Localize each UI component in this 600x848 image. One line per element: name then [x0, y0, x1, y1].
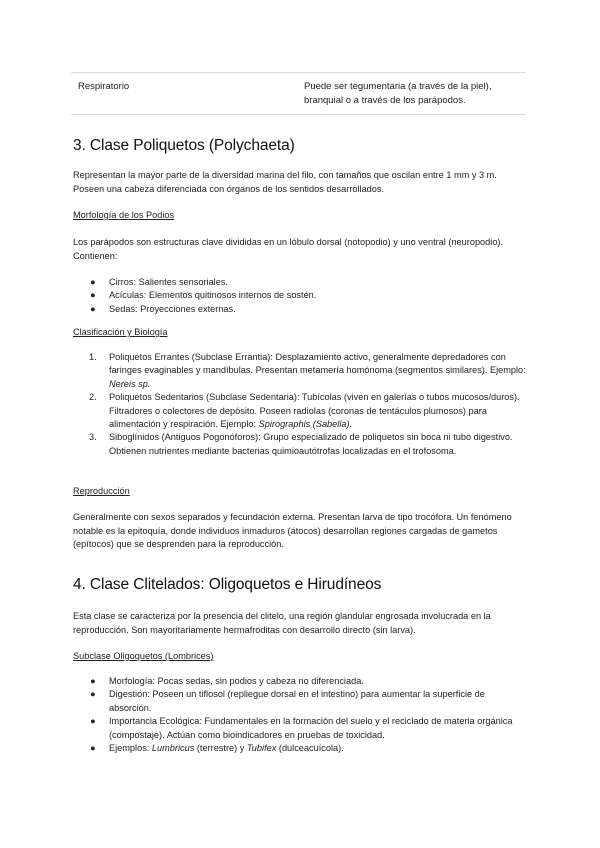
table-row [71, 72, 526, 115]
section-3-title: 3. Clase Poliquetos (Polychaeta) [73, 137, 295, 154]
reproduccion-text: Generalmente con sexos separados y fecundación externa. Presentan larva de tipo trocófora. Un fenómeno notable es la epitoquía, donde individuos inmaduros (átocos) desarrollan regiones cargadas de gametos (epítocos) que se desprenden para la reproducción. [73, 512, 512, 550]
morfologia-text: Los parápodos son estructuras clave divididas en un lóbulo dorsal (notopodio) y uno ventral (neuropodio). Contienen: [73, 237, 504, 261]
list-item: ● Digestión: Poseen un tiflosol (repliegue dorsal en el intestino) para aumentar la superficie de absorción. [90, 689, 485, 713]
section-4-intro: Esta clase se caracteriza por la presencia del clitelo, una región glandular engrosada involucrada en la reproducción. Son mayoritariamente hermafroditas con desarrollo directo (sin larva). [73, 611, 491, 635]
table-cell-description: Puede ser tegumentaria (a través de la piel), branquial o a través de los parápodos. [304, 81, 492, 106]
section-3-intro: Representan la mayor parte de la diversidad marina del filo, con tamaños que oscilan entre 1 mm y 3 m. Poseen una cabeza diferenciada con órganos de los sentidos desarrollados. [73, 170, 497, 194]
list-item: 2. Poliquetos Sedentarios (Subclase Sedentaria): Tubícolas (viven en galerías o tubos mucosos/duros). Filtradores o colectores de depósito. Poseen radiolas (coronas de tentáculos plumosos) para alimentación y respiración. Ejemplo: Spirographis (Sabella). [89, 392, 520, 430]
subheading-oligoquetos: Subclase Oligoquetos (Lombrices) [73, 651, 214, 661]
list-item: 1. Poliquetos Errantes (Subclase Errantia): Desplazamiento activo, generalmente depredadores con faringes evaginables y mandíbulas. Presentan metamería homónoma (segmentos similares). Ejemplo: Nereis sp. [89, 352, 526, 389]
subheading-reproduccion: Reproducción [73, 486, 130, 496]
list-item: ● Cirros: Salientes sensoriales. [90, 277, 228, 287]
subheading-clasificacion: Clasificación y Biología [73, 327, 168, 337]
list-item: ● Morfología: Pocas sedas, sin podios y cabeza no diferenciada. [90, 676, 364, 686]
table-cell-system: Respiratorio [78, 81, 130, 92]
oligoquetos-list [73, 675, 528, 755]
list-item: ● Sedas: Proyecciones externas. [90, 303, 236, 314]
list-item: ● Acículas: Elementos quitinosos internos de sostén. [90, 290, 317, 301]
list-item: 3. Siboglínidos (Antiguos Pogonóforos): Grupo especializado de poliquetos sin boca ni tubo digestivo. Obtienen nutrientes mediante bacterias quimioautótrofas localizadas en el trofosoma. [89, 432, 513, 456]
list-item: ● Ejemplos: Lumbricus (terrestre) y Tubifex (dulceacuícola). [90, 743, 344, 754]
subheading-morfologia: Morfología de los Podios [73, 210, 175, 220]
clasificacion-list [73, 351, 528, 458]
section-4-title: 4. Clase Clitelados: Oligoquetos e Hirudíneos [73, 576, 382, 593]
list-item: ● Importancia Ecológica: Fundamentales en la formación del suelo y el reciclado de materia orgánica (compostaje). Actúan como bioindicadores en pruebas de toxicidad. [90, 716, 513, 740]
morfologia-list [73, 276, 528, 316]
